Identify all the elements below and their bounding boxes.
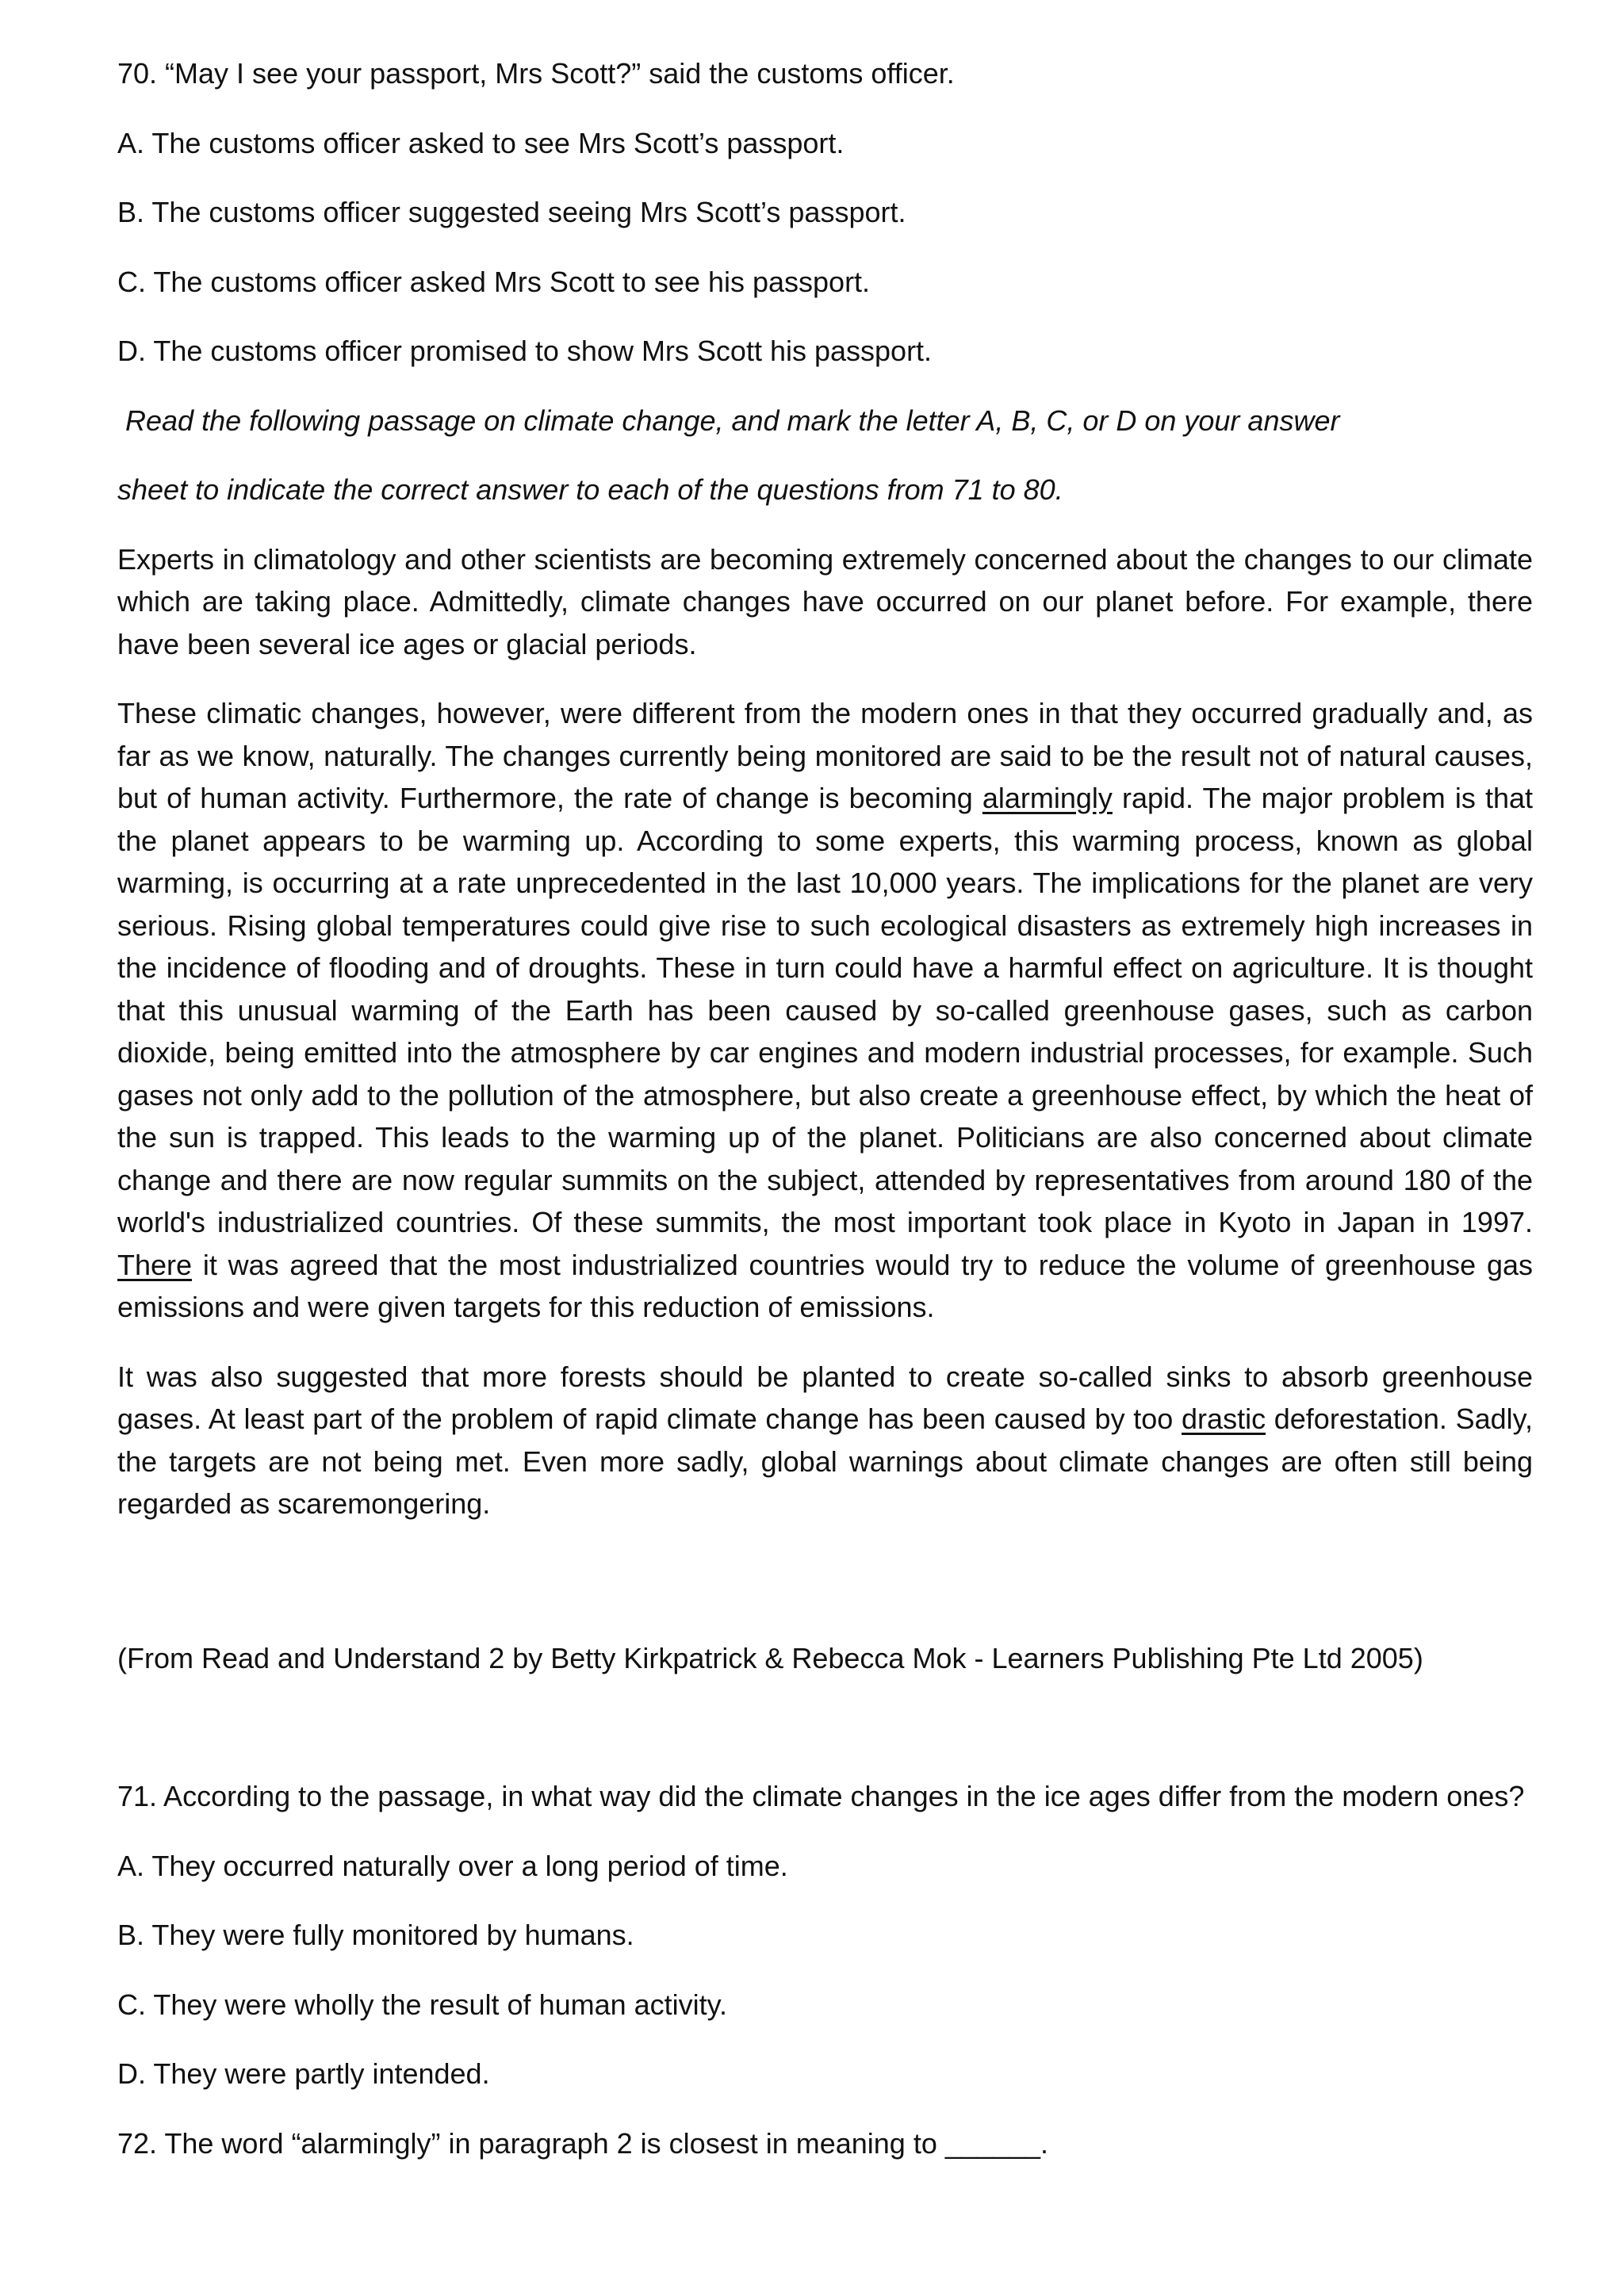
question-71-option-b: B. They were fully monitored by humans. [117, 1919, 634, 1951]
spacer [117, 1552, 1533, 1637]
question-70-option-d: D. The customs officer promised to show Mrs Scott his passport. [117, 335, 933, 367]
underlined-word-alarmingly: alarmingly [982, 782, 1113, 814]
question-71-option-c: C. They were wholly the result of human activity. [117, 1988, 727, 2021]
question-71-stem: 71. According to the passage, in what way did the climate changes in the ice ages differ from the modern ones? [117, 1780, 1525, 1812]
question-70-option-c: C. The customs officer asked Mrs Scott to see his passport. [117, 265, 871, 298]
underlined-word-there: There [117, 1248, 193, 1281]
question-71-option-a: A. They occurred naturally over a long period of time. [117, 1849, 788, 1882]
question-71-option-d: D. They were partly intended. [117, 2057, 490, 2090]
question-72-stem: 72. The word “alarmingly” in paragraph 2 is closest in meaning to ______. [117, 2126, 1048, 2160]
passage-paragraph-3-part-1: It was also suggested that more forests should be planted to create so-called sinks to absorb greenhouse gases. At least part of the problem of rapid climate change has been caused by too [117, 1360, 1533, 1435]
document-page [117, 52, 1533, 2191]
passage-paragraph-3 [117, 1356, 1533, 1525]
passage-paragraph-3-part-2: deforestation. Sadly, the targets are not being met. Even more sadly, global warnings about climate changes are often still being regarded as scaremongering. [117, 1402, 1533, 1520]
passage-paragraph-2-part-1: These climatic changes, however, were different from the modern ones in that they occurred gradually and, as far as we know, naturally. The changes currently being monitored are said to be the result not of natural causes, but of human activity. Furthermore, the rate of change is becoming [117, 697, 1533, 814]
question-70-option-b: B. The customs officer suggested seeing Mrs Scott’s passport. [117, 196, 906, 228]
instructions-line-2: sheet to indicate the correct answer to each of the questions from 71 to 80. [117, 473, 1063, 506]
question-70-stem: 70. “May I see your passport, Mrs Scott?” said the customs officer. [117, 57, 955, 90]
spacer [117, 1706, 1533, 1775]
passage-paragraph-1: Experts in climatology and other scientists are becoming extremely concerned about the changes to our climate which are taking place. Admittedly, climate changes have occurred on our planet before. For example, there have been several ice ages or glacial periods. [117, 542, 1533, 660]
passage-paragraph-2 [117, 692, 1533, 1329]
passage-paragraph-2-part-2: rapid. The major problem is that the planet appears to be warming up. According to some experts, this warming process, known as global warming, is occurring at a rate unprecedented in the last 10,000 years. The implications for the planet are very serious. Rising global temperatures could give rise to such ecological disasters as extremely high increases in the incidence of flooding and of droughts. These in turn could have a harmful effect on agriculture. It is thought that this unusual warming of the Earth has been caused by so-called greenhouse gases, such as carbon dioxide, being emitted into the atmosphere by car engines and modern industrial processes, for example. Such gases not only add to the pollution of the atmosphere, but also create a greenhouse effect, by which the heat of the sun is trapped. This leads to the warming up of the planet. Politicians are also concerned about climate change and there are now regular summits on the subject, attended by representatives from around 180 of the world's industrialized countries. Of these summits, the most important took place in Kyoto in Japan in 1997. [117, 782, 1534, 1238]
passage-source: (From Read and Understand 2 by Betty Kirkpatrick & Rebecca Mok - Learners Publishing Pte Ltd 2005) [117, 1641, 1423, 1674]
instructions-line-1: Read the following passage on climate change, and mark the letter A, B, C, or D on your answer [125, 404, 1340, 437]
passage-paragraph-2-part-3: it was agreed that the most industrialized countries would try to reduce the volume of greenhouse gas emissions and were given targets for this reduction of emissions. [117, 1248, 1533, 1323]
underlined-word-drastic: drastic [1182, 1402, 1266, 1435]
question-70-option-a: A. The customs officer asked to see Mrs Scott’s passport. [117, 126, 845, 159]
